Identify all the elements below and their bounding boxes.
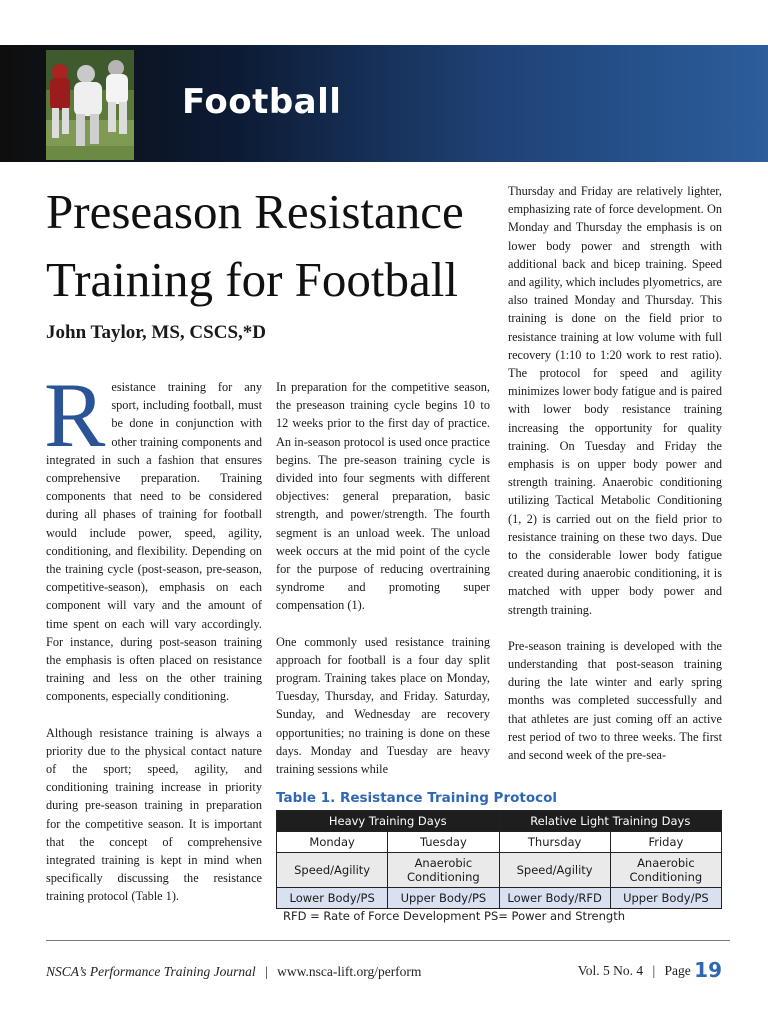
- footer-right: [578, 958, 722, 982]
- footer-separator: |: [265, 964, 268, 979]
- table-cell: Upper Body/PS: [610, 888, 721, 909]
- paragraph: In preparation for the competitive season, the preseason training cycle begins 10 to 12 weeks prior to the first day of practice. An in-season protocol is used once practice begins. The pre-season training cycle is divided into four segments with different objectives: general preparation, basic strength, and power/strength. The fourth segment is an unload week. The unload week occurs at the mid point of the cycle for the purpose of reducing overtraining syndrome and promoting super compensation (1).: [276, 380, 490, 613]
- paragraph: [44, 364, 262, 706]
- paragraph-text: esistance training for any sport, including football, must be done in conjunction with other training components and integrated in such a fashion that ensures comprehensive preparation. Training components that need to be considered during all phases of training for football would include power, speed, agility, conditioning, and flexibility. Depending on the training cycle (post-season, pre-season, competitive-season), emphasis on each component will vary and the amount of time spent on each will vary accordingly. For instance, during post-season training the emphasis is often placed on resistance training and less on the other training components, especially conditioning.: [46, 380, 262, 704]
- table-cell: Lower Body/RFD: [499, 888, 610, 909]
- table-cell: Upper Body/PS: [388, 888, 499, 909]
- text-column-1: [44, 364, 262, 924]
- page-number: 19: [694, 958, 722, 982]
- paragraph: Pre-season training is developed with the understanding that post-season training during the late winter and early spring months was completed successfully and that athletes are just coming off an active rest period of two to three weeks. The first and second week of the pre-sea-: [508, 638, 722, 763]
- table-cell: Speed/Agility: [499, 853, 610, 888]
- text-column-2: [276, 378, 490, 796]
- resistance-training-table: [276, 810, 722, 909]
- issue-info: Vol. 5 No. 4: [577, 963, 644, 978]
- table-day-header: Tuesday: [388, 832, 499, 853]
- table-cell: Lower Body/PS: [277, 888, 388, 909]
- paragraph: Thursday and Friday are relatively lighter, emphasizing rate of force development. On Monday and Thursday the emphasis is on lower body power and strength with additional back and bicep training. Speed and agility, which includes plyometrics, are also trained Monday and Thursday. This training is done on the field prior to resistance training at low volume with full recovery (1:10 to 1:20 work to rest ratio). The protocol for speed and agility minimizes lower body fatigue and is paired with lower body resistance training increasing the opportunity for quality training. On Tuesday and Friday the emphasis is on upper body power and strength training. Anaerobic conditioning utilizing Tactical Metabolic Conditioning (1, 2) is carried out on the field prior to resistance training on these two days. Due to the considerable lower body fatigue created during anaerobic conditioning, it is matched with upper body power and strength training.: [508, 184, 722, 617]
- table-cell: Anaerobic Conditioning: [388, 853, 499, 888]
- drop-cap: R: [44, 364, 106, 466]
- paragraph: Although resistance training is always a priority due to the physical contact nature of the sport; speed, agility, and conditioning training increase in priority during pre-season training in preparation for the competitive season. It is important that the concept of comprehensive integrated training is kept in mind when specifically discussing the resistance training protocol (Table 1).: [46, 725, 262, 904]
- footer-left: [46, 964, 421, 980]
- table-group-header: Heavy Training Days: [277, 811, 500, 832]
- table-cell: Anaerobic Conditioning: [610, 853, 721, 888]
- table-row: [277, 853, 722, 888]
- table-day-header: Thursday: [499, 832, 610, 853]
- journal-name: NSCA’s Performance Training Journal: [46, 964, 256, 979]
- table-footnote: RFD = Rate of Force Development PS= Power and Strength: [283, 909, 626, 923]
- article-title: Preseason Resistance Training for Football: [46, 184, 464, 307]
- football-players-photo: [46, 50, 134, 160]
- table-group-header-row: [277, 811, 722, 832]
- page-label: Page: [664, 963, 691, 978]
- table-day-row: [277, 832, 722, 853]
- footer-separator: |: [652, 963, 656, 978]
- author-byline: John Taylor, MS, CSCS,*D: [46, 322, 266, 343]
- table-group-header: Relative Light Training Days: [499, 811, 722, 832]
- section-title: Football: [182, 82, 342, 122]
- table-row: [277, 888, 722, 909]
- paragraph: One commonly used resistance training approach for football is a four day split program. Training takes place on Monday, Tuesday, Thursday, and Friday. Saturday, Sunday, and Wednesday are recovery opportunities; no training is done on these days. Monday and Tuesday are heavy training sessions while: [276, 634, 490, 777]
- table-day-header: Monday: [277, 832, 388, 853]
- journal-url-link[interactable]: www.nsca-lift.org/perform: [277, 964, 422, 979]
- table-cell: Speed/Agility: [277, 853, 388, 888]
- table-title: Table 1. Resistance Training Protocol: [276, 790, 558, 806]
- table-day-header: Friday: [610, 832, 721, 853]
- text-column-3: [508, 182, 722, 782]
- footer-divider: [46, 940, 730, 941]
